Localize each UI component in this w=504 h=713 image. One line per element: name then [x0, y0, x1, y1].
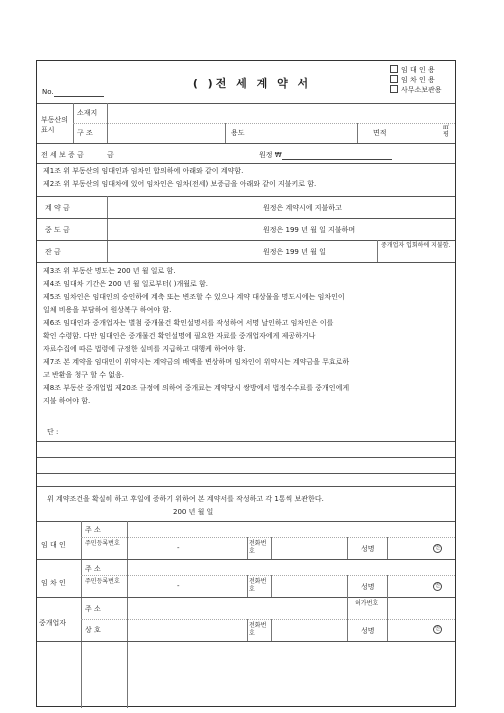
- article-list-top: [43, 165, 316, 191]
- lessee-name-field[interactable]: [390, 579, 430, 591]
- article: 제7조 본 계약을 임대인이 위약시는 계약금의 배액을 변상하며 임차인이 위약시는 계약금을 무효로하: [43, 358, 350, 366]
- agent-phone-field[interactable]: [275, 622, 345, 634]
- article: 일체 비용을 부담하여 원상복구 하여야 함.: [43, 306, 172, 314]
- balance-payment-text: 원정은 199 년 월 일: [263, 248, 326, 256]
- lessor-id-label: 주민등록번호: [85, 540, 120, 547]
- lessee-address-field[interactable]: [133, 562, 443, 574]
- lessor-phone-label: 전화번호: [249, 540, 267, 555]
- lessor-label: 임 대 인: [41, 541, 66, 549]
- copy-option[interactable]: 임 대 인 용: [390, 65, 442, 75]
- special-terms-field[interactable]: [67, 423, 447, 435]
- balance-payment-note: 중개업자 입회하에 지불함.: [381, 242, 451, 249]
- closing-statement: 위 계약조건을 확실히 하고 후일에 증하기 위하여 본 계약서를 작성하고 각 1통씩 보관한다.: [47, 495, 324, 503]
- lessor-seal[interactable]: [433, 543, 442, 553]
- lessee-seal[interactable]: [433, 581, 442, 591]
- article: 제5조 임차인은 임대인의 승인하에 계축 또는 변조할 수 있으나 계약 대상물을 명도시에는 임차인이: [43, 293, 345, 301]
- article: 제4조 임대차 기간은 200 년 월 일로부터( )개월로 함.: [43, 280, 209, 288]
- lessee-name-label: 성명: [361, 583, 375, 591]
- agent-address-label: 주 소: [85, 605, 101, 613]
- lessor-address-field[interactable]: [133, 523, 443, 535]
- agent-firm-field[interactable]: [133, 622, 243, 634]
- use-label: 용도: [231, 129, 245, 137]
- interim-payment-label: 중 도 금: [45, 226, 70, 234]
- lessor-address-label: 주 소: [85, 526, 101, 534]
- location-label: 소재지: [77, 109, 98, 117]
- lessor-name-label: 성명: [361, 545, 375, 553]
- balance-payment-label: 잔 금: [45, 248, 61, 256]
- seal-icon: 인: [433, 544, 442, 553]
- document-title: ( )전 세 계 약 서: [192, 77, 312, 90]
- lessee-phone-field[interactable]: [275, 579, 345, 591]
- agent-label: 중개업자: [39, 619, 67, 627]
- article: 제3조 위 부동산 명도는 200 년 월 일로 함.: [43, 267, 176, 275]
- location-field[interactable]: [111, 107, 451, 117]
- lessee-phone-label: 전화번호: [249, 578, 267, 593]
- agent-firm-label: 상 호: [85, 626, 101, 634]
- balance-payment-field[interactable]: [113, 245, 263, 257]
- copy-option[interactable]: 임 차 인 용: [390, 75, 442, 85]
- contract-form: [36, 60, 456, 707]
- agent-license-label: 허가번호: [355, 600, 379, 607]
- area-field[interactable]: [397, 126, 437, 138]
- article: 고 반환을 청구 할 수 없음.: [43, 371, 124, 379]
- article: 지불 하여야 함.: [43, 397, 91, 405]
- contract-payment-label: 계 약 금: [45, 204, 70, 212]
- lessor-phone-field[interactable]: [275, 541, 345, 553]
- interim-payment-text: 원정은 199 년 월 일 지불하며: [263, 226, 356, 234]
- deposit-amount-field[interactable]: [119, 147, 259, 159]
- agent-address-field[interactable]: [133, 601, 343, 613]
- area-units: ㎡ 평: [443, 124, 450, 138]
- document-number: No.: [42, 88, 104, 97]
- agent-name-field[interactable]: [390, 622, 430, 634]
- use-field[interactable]: [251, 126, 351, 138]
- seal-icon: 인: [433, 625, 442, 634]
- article-list: [43, 265, 349, 408]
- lessee-id-label: 주민등록번호: [85, 578, 120, 585]
- article: 제6조 임대인과 중개업자는 별첨 중개물건 확인설명서를 작성하여 서명 날인하고 임차인은 이를: [43, 319, 334, 327]
- lessor-id-field[interactable]: -: [177, 544, 180, 552]
- lessor-name-field[interactable]: [390, 541, 430, 553]
- structure-label: 구 조: [77, 129, 93, 137]
- interim-payment-field[interactable]: [113, 223, 263, 235]
- article: 자료수집에 따른 법령에 규정한 실비를 지급하고 대행케 하여야 함.: [43, 345, 246, 353]
- contract-payment-field[interactable]: [113, 201, 263, 213]
- article: 확인 수령함. 다만 임대인은 중개물건 확인설명에 필요한 자료를 중개업자에게 제공하거나: [43, 332, 316, 340]
- agent-seal[interactable]: [433, 624, 442, 634]
- structure-field[interactable]: [111, 126, 221, 138]
- agent-license-field[interactable]: [390, 601, 450, 613]
- deposit-unit: 금: [107, 151, 114, 159]
- lessee-address-label: 주 소: [85, 565, 101, 573]
- lessee-label: 임 차 인: [41, 579, 66, 587]
- lessee-id-field[interactable]: -: [177, 582, 180, 590]
- copy-option[interactable]: 사무소보관용: [390, 85, 442, 95]
- area-label: 면적: [373, 129, 387, 137]
- deposit-label: 전 세 보 증 금: [41, 151, 84, 159]
- agent-name-label: 성명: [361, 627, 375, 635]
- seal-icon: 인: [433, 582, 442, 591]
- article: 제1조 위 부동산의 임대인과 임차인 합의하에 아래와 같이 계약함.: [43, 167, 244, 175]
- article: 제2조 위 부동산의 임대차에 있어 임차인은 임차(전세) 보증금을 아래와 같이 지불키로 함.: [43, 180, 317, 188]
- contract-payment-text: 원정은 계약시에 지불하고: [263, 204, 342, 212]
- agent-phone-label: 전화번호: [249, 622, 267, 637]
- property-label: 부동산의표시: [41, 116, 69, 134]
- article: 제8조 부동산 중개업법 제20조 규정에 의하여 중개료는 계약당시 쌍방에서 법정수수료를 중개인에게: [43, 384, 350, 392]
- deposit-won: 원정 ₩: [259, 150, 392, 160]
- contract-date: 200 년 월 일: [173, 508, 214, 516]
- special-terms-label: 단 :: [47, 428, 59, 436]
